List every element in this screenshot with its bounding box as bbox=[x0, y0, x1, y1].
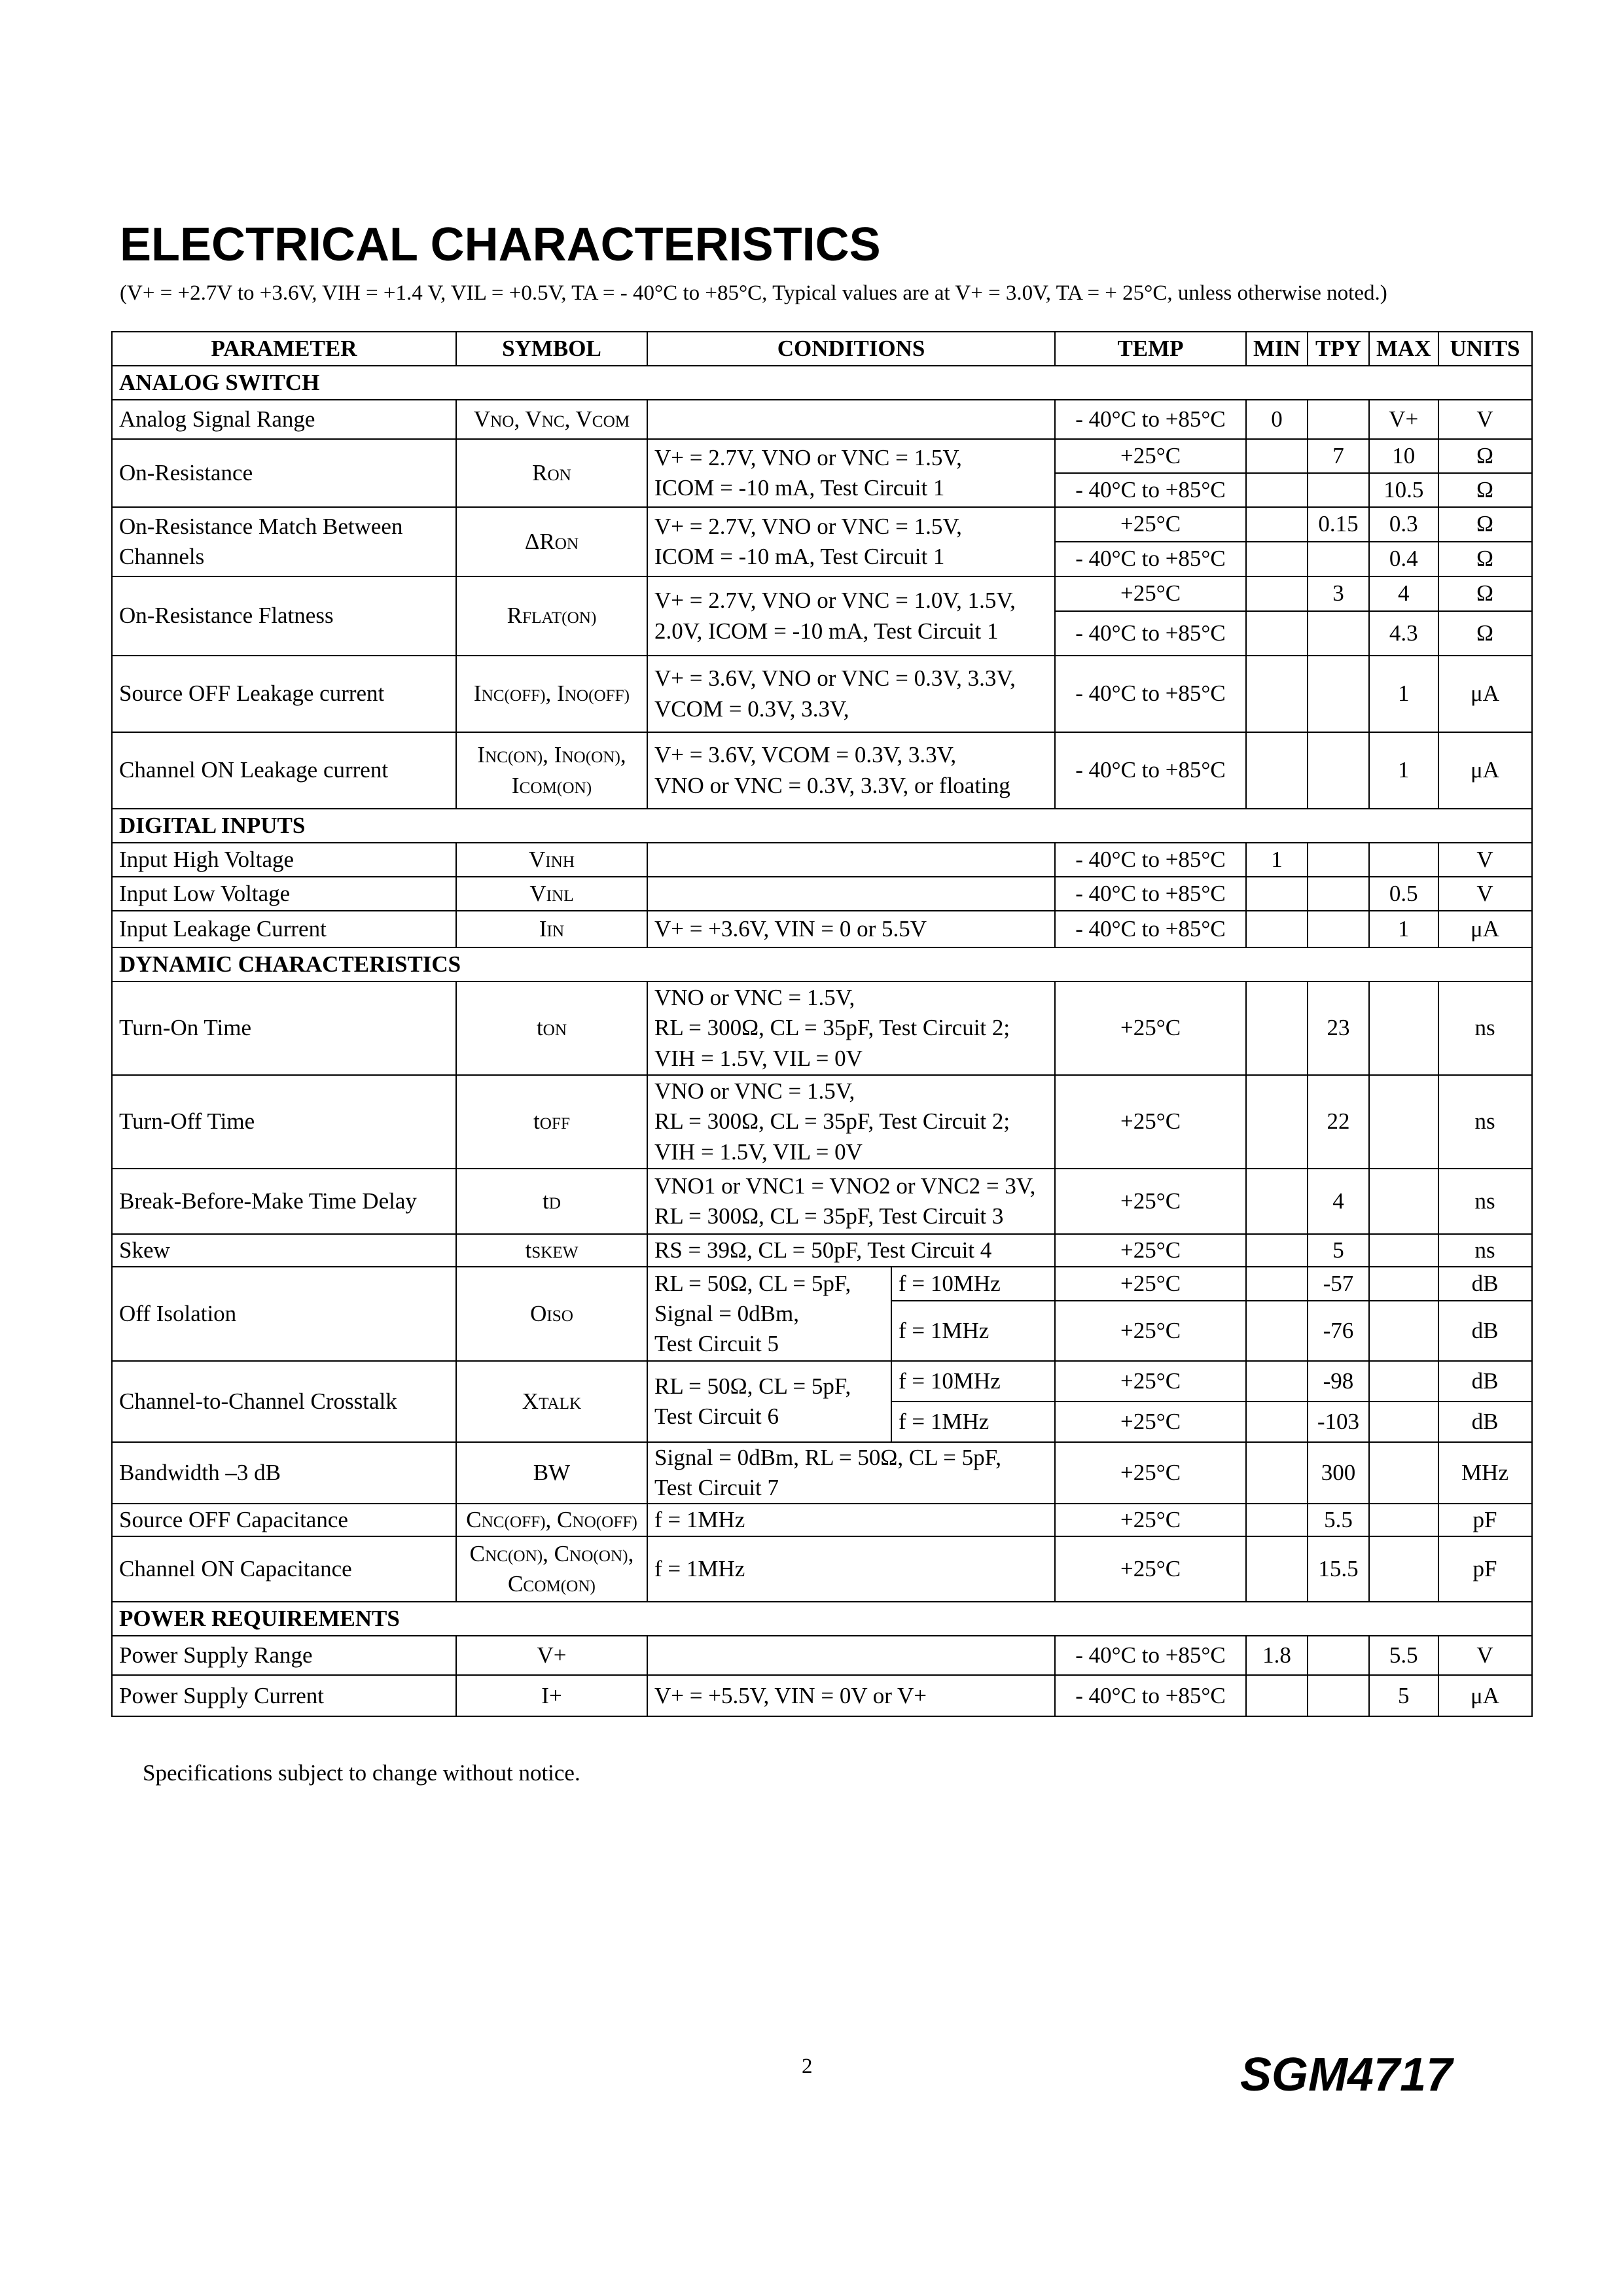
symbol-cell: ΔRON bbox=[456, 507, 647, 576]
table-row bbox=[112, 732, 1532, 809]
units-cell: MHz bbox=[1438, 1442, 1532, 1504]
symbol-cell: V+ bbox=[456, 1636, 647, 1675]
min-cell bbox=[1246, 1442, 1308, 1504]
table-row bbox=[112, 1075, 1532, 1169]
units-cell: dB bbox=[1438, 1361, 1532, 1402]
section-dynamic: DYNAMIC CHARACTERISTICS bbox=[112, 947, 1532, 981]
table-row bbox=[112, 439, 1532, 473]
param-cell: Channel ON Leakage current bbox=[112, 732, 456, 809]
symbol-cell: tSKEW bbox=[456, 1234, 647, 1267]
max-cell bbox=[1369, 1402, 1438, 1442]
typ-cell: 15.5 bbox=[1308, 1536, 1369, 1602]
max-cell bbox=[1369, 1234, 1438, 1267]
temp-cell: +25°C bbox=[1055, 1075, 1246, 1169]
conditions-cell bbox=[647, 843, 1055, 877]
min-cell bbox=[1246, 656, 1308, 732]
table-row bbox=[112, 1442, 1532, 1504]
param-cell: Off Isolation bbox=[112, 1267, 456, 1361]
symbol-cell: VNO, VNC, VCOM bbox=[456, 400, 647, 439]
temp-cell: +25°C bbox=[1055, 981, 1246, 1075]
conditions-cell: VNO or VNC = 1.5V, RL = 300Ω, CL = 35pF, Test Circuit 2; VIH = 1.5V, VIL = 0V bbox=[647, 1075, 1055, 1169]
table-row bbox=[112, 1536, 1532, 1602]
temp-cell: - 40°C to +85°C bbox=[1055, 542, 1246, 576]
section-power: POWER REQUIREMENTS bbox=[112, 1602, 1532, 1636]
min-cell bbox=[1246, 576, 1308, 611]
max-cell: 4.3 bbox=[1369, 611, 1438, 656]
units-cell: ns bbox=[1438, 1234, 1532, 1267]
min-cell bbox=[1246, 981, 1308, 1075]
symbol-cell: I+ bbox=[456, 1675, 647, 1716]
table-row bbox=[112, 656, 1532, 732]
table-row bbox=[112, 1361, 1532, 1402]
units-cell: Ω bbox=[1438, 507, 1532, 542]
temp-cell: +25°C bbox=[1055, 576, 1246, 611]
symbol-cell: tOFF bbox=[456, 1075, 647, 1169]
section-digital-inputs: DIGITAL INPUTS bbox=[112, 809, 1532, 843]
temp-cell: +25°C bbox=[1055, 507, 1246, 542]
conditions-cell: V+ = 3.6V, VCOM = 0.3V, 3.3V, VNO or VNC = 0.3V, 3.3V, or floating bbox=[647, 732, 1055, 809]
section-analog-switch: ANALOG SWITCH bbox=[112, 366, 1532, 400]
temp-cell: - 40°C to +85°C bbox=[1055, 732, 1246, 809]
max-cell: 0.3 bbox=[1369, 507, 1438, 542]
conditions-cell: RL = 50Ω, CL = 5pF, Signal = 0dBm, Test Circuit 5 bbox=[647, 1267, 891, 1361]
param-cell: Input Leakage Current bbox=[112, 911, 456, 947]
typ-cell bbox=[1308, 473, 1369, 507]
min-cell bbox=[1246, 542, 1308, 576]
conditions-cell: RS = 39Ω, CL = 50pF, Test Circuit 4 bbox=[647, 1234, 1055, 1267]
units-cell: V bbox=[1438, 843, 1532, 877]
typ-cell: 300 bbox=[1308, 1442, 1369, 1504]
min-cell: 0 bbox=[1246, 400, 1308, 439]
temp-cell: - 40°C to +85°C bbox=[1055, 843, 1246, 877]
units-cell: dB bbox=[1438, 1301, 1532, 1361]
table-row bbox=[112, 400, 1532, 439]
temp-cell: - 40°C to +85°C bbox=[1055, 1636, 1246, 1675]
test-conditions-note: (V+ = +2.7V to +3.6V, VIH = +1.4 V, VIL = +0.5V, TA = - 40°C to +85°C, Typical values are at V+ = 3.0V, TA = + 25°C, unless otherwise noted.) bbox=[120, 281, 1387, 305]
col-header-symbol: SYMBOL bbox=[456, 332, 647, 366]
min-cell bbox=[1246, 1675, 1308, 1716]
typ-cell: 22 bbox=[1308, 1075, 1369, 1169]
conditions-cell: Signal = 0dBm, RL = 50Ω, CL = 5pF, Test Circuit 7 bbox=[647, 1442, 1055, 1504]
conditions-cell: V+ = 2.7V, VNO or VNC = 1.5V, ICOM = -10 mA, Test Circuit 1 bbox=[647, 439, 1055, 507]
param-cell: Turn-On Time bbox=[112, 981, 456, 1075]
conditions-cell: V+ = 2.7V, VNO or VNC = 1.5V, ICOM = -10 mA, Test Circuit 1 bbox=[647, 507, 1055, 576]
temp-cell: +25°C bbox=[1055, 1301, 1246, 1361]
max-cell bbox=[1369, 1301, 1438, 1361]
temp-cell: - 40°C to +85°C bbox=[1055, 473, 1246, 507]
units-cell: μA bbox=[1438, 732, 1532, 809]
table-row bbox=[112, 1234, 1532, 1267]
min-cell bbox=[1246, 1504, 1308, 1536]
units-cell: ns bbox=[1438, 1169, 1532, 1234]
typ-cell: -57 bbox=[1308, 1267, 1369, 1301]
frequency-cell: f = 1MHz bbox=[891, 1301, 1055, 1361]
symbol-cell: VINH bbox=[456, 843, 647, 877]
symbol-cell: RFLAT(ON) bbox=[456, 576, 647, 656]
table-row bbox=[112, 981, 1532, 1075]
symbol-cell: BW bbox=[456, 1442, 647, 1504]
table-row bbox=[112, 576, 1532, 611]
table-row bbox=[112, 1169, 1532, 1234]
conditions-cell: V+ = +5.5V, VIN = 0V or V+ bbox=[647, 1675, 1055, 1716]
min-cell bbox=[1246, 1301, 1308, 1361]
max-cell: 1 bbox=[1369, 732, 1438, 809]
typ-cell bbox=[1308, 1636, 1369, 1675]
typ-cell: 0.15 bbox=[1308, 507, 1369, 542]
units-cell: Ω bbox=[1438, 611, 1532, 656]
typ-cell bbox=[1308, 656, 1369, 732]
param-cell: On-Resistance Flatness bbox=[112, 576, 456, 656]
max-cell: 0.4 bbox=[1369, 542, 1438, 576]
units-cell: V bbox=[1438, 877, 1532, 911]
min-cell bbox=[1246, 911, 1308, 947]
temp-cell: +25°C bbox=[1055, 1504, 1246, 1536]
max-cell bbox=[1369, 843, 1438, 877]
header-row bbox=[112, 332, 1532, 366]
param-cell: Channel ON Capacitance bbox=[112, 1536, 456, 1602]
typ-cell bbox=[1308, 611, 1369, 656]
symbol-cell: INC(OFF), INO(OFF) bbox=[456, 656, 647, 732]
units-cell: μA bbox=[1438, 1675, 1532, 1716]
temp-cell: - 40°C to +85°C bbox=[1055, 611, 1246, 656]
typ-cell bbox=[1308, 911, 1369, 947]
max-cell bbox=[1369, 981, 1438, 1075]
min-cell bbox=[1246, 732, 1308, 809]
param-cell: Power Supply Range bbox=[112, 1636, 456, 1675]
units-cell: pF bbox=[1438, 1504, 1532, 1536]
param-cell: Bandwidth –3 dB bbox=[112, 1442, 456, 1504]
col-header-units: UNITS bbox=[1438, 332, 1532, 366]
symbol-cell: tON bbox=[456, 981, 647, 1075]
max-cell bbox=[1369, 1075, 1438, 1169]
temp-cell: +25°C bbox=[1055, 1402, 1246, 1442]
page-number: 2 bbox=[802, 2055, 813, 2078]
conditions-cell: VNO1 or VNC1 = VNO2 or VNC2 = 3V, RL = 300Ω, CL = 35pF, Test Circuit 3 bbox=[647, 1169, 1055, 1234]
param-cell: Analog Signal Range bbox=[112, 400, 456, 439]
units-cell: μA bbox=[1438, 911, 1532, 947]
max-cell: 4 bbox=[1369, 576, 1438, 611]
conditions-cell: VNO or VNC = 1.5V, RL = 300Ω, CL = 35pF, Test Circuit 2; VIH = 1.5V, VIL = 0V bbox=[647, 981, 1055, 1075]
col-header-min: MIN bbox=[1246, 332, 1308, 366]
max-cell bbox=[1369, 1361, 1438, 1402]
temp-cell: +25°C bbox=[1055, 1267, 1246, 1301]
conditions-cell: V+ = 3.6V, VNO or VNC = 0.3V, 3.3V, VCOM = 0.3V, 3.3V, bbox=[647, 656, 1055, 732]
typ-cell: -103 bbox=[1308, 1402, 1369, 1442]
min-cell bbox=[1246, 1536, 1308, 1602]
conditions-cell: RL = 50Ω, CL = 5pF, Test Circuit 6 bbox=[647, 1361, 891, 1442]
min-cell bbox=[1246, 473, 1308, 507]
typ-cell: -98 bbox=[1308, 1361, 1369, 1402]
max-cell bbox=[1369, 1267, 1438, 1301]
max-cell: 10.5 bbox=[1369, 473, 1438, 507]
min-cell bbox=[1246, 507, 1308, 542]
max-cell bbox=[1369, 1169, 1438, 1234]
table-row bbox=[112, 1675, 1532, 1716]
conditions-cell bbox=[647, 1636, 1055, 1675]
param-cell: On-Resistance Match Between Channels bbox=[112, 507, 456, 576]
section-row bbox=[112, 366, 1532, 400]
conditions-cell: V+ = +3.6V, VIN = 0 or 5.5V bbox=[647, 911, 1055, 947]
temp-cell: - 40°C to +85°C bbox=[1055, 656, 1246, 732]
param-cell: Input High Voltage bbox=[112, 843, 456, 877]
typ-cell: 5 bbox=[1308, 1234, 1369, 1267]
temp-cell: - 40°C to +85°C bbox=[1055, 877, 1246, 911]
units-cell: Ω bbox=[1438, 576, 1532, 611]
min-cell bbox=[1246, 1267, 1308, 1301]
max-cell: 10 bbox=[1369, 439, 1438, 473]
max-cell bbox=[1369, 1442, 1438, 1504]
typ-cell: 23 bbox=[1308, 981, 1369, 1075]
min-cell bbox=[1246, 1402, 1308, 1442]
symbol-cell: tD bbox=[456, 1169, 647, 1234]
table-row bbox=[112, 1636, 1532, 1675]
conditions-cell: V+ = 2.7V, VNO or VNC = 1.0V, 1.5V, 2.0V, ICOM = -10 mA, Test Circuit 1 bbox=[647, 576, 1055, 656]
frequency-cell: f = 10MHz bbox=[891, 1267, 1055, 1301]
temp-cell: +25°C bbox=[1055, 1234, 1246, 1267]
min-cell bbox=[1246, 1361, 1308, 1402]
min-cell bbox=[1246, 1169, 1308, 1234]
param-cell: Skew bbox=[112, 1234, 456, 1267]
temp-cell: - 40°C to +85°C bbox=[1055, 400, 1246, 439]
conditions-cell bbox=[647, 400, 1055, 439]
typ-cell bbox=[1308, 843, 1369, 877]
table-row bbox=[112, 843, 1532, 877]
min-cell bbox=[1246, 1234, 1308, 1267]
units-cell: μA bbox=[1438, 656, 1532, 732]
symbol-cell: INC(ON), INO(ON), ICOM(ON) bbox=[456, 732, 647, 809]
units-cell: ns bbox=[1438, 1075, 1532, 1169]
min-cell bbox=[1246, 1075, 1308, 1169]
units-cell: ns bbox=[1438, 981, 1532, 1075]
typ-cell: 3 bbox=[1308, 576, 1369, 611]
table-row bbox=[112, 1504, 1532, 1536]
conditions-cell: f = 1MHz bbox=[647, 1504, 1055, 1536]
part-number: SGM4717 bbox=[1240, 2049, 1453, 2101]
units-cell: pF bbox=[1438, 1536, 1532, 1602]
units-cell: V bbox=[1438, 400, 1532, 439]
param-cell: Power Supply Current bbox=[112, 1675, 456, 1716]
frequency-cell: f = 10MHz bbox=[891, 1361, 1055, 1402]
temp-cell: - 40°C to +85°C bbox=[1055, 911, 1246, 947]
temp-cell: +25°C bbox=[1055, 1361, 1246, 1402]
symbol-cell: XTALK bbox=[456, 1361, 647, 1442]
symbol-cell: CNC(OFF), CNO(OFF) bbox=[456, 1504, 647, 1536]
col-header-conditions: CONDITIONS bbox=[647, 332, 1055, 366]
min-cell bbox=[1246, 877, 1308, 911]
typ-cell bbox=[1308, 400, 1369, 439]
footnote: Specifications subject to change without notice. bbox=[143, 1760, 580, 1786]
max-cell: V+ bbox=[1369, 400, 1438, 439]
section-row bbox=[112, 809, 1532, 843]
typ-cell bbox=[1308, 542, 1369, 576]
units-cell: Ω bbox=[1438, 542, 1532, 576]
temp-cell: +25°C bbox=[1055, 1169, 1246, 1234]
table-row bbox=[112, 507, 1532, 542]
section-row bbox=[112, 947, 1532, 981]
units-cell: Ω bbox=[1438, 439, 1532, 473]
typ-cell bbox=[1308, 1675, 1369, 1716]
col-header-typ: TPY bbox=[1308, 332, 1369, 366]
min-cell bbox=[1246, 439, 1308, 473]
typ-cell: 5.5 bbox=[1308, 1504, 1369, 1536]
frequency-cell: f = 1MHz bbox=[891, 1402, 1055, 1442]
symbol-cell: OISO bbox=[456, 1267, 647, 1361]
col-header-parameter: PARAMETER bbox=[112, 332, 456, 366]
param-cell: Turn-Off Time bbox=[112, 1075, 456, 1169]
max-cell: 1 bbox=[1369, 911, 1438, 947]
typ-cell: 7 bbox=[1308, 439, 1369, 473]
temp-cell: +25°C bbox=[1055, 439, 1246, 473]
symbol-cell: RON bbox=[456, 439, 647, 507]
max-cell bbox=[1369, 1504, 1438, 1536]
param-cell: Channel-to-Channel Crosstalk bbox=[112, 1361, 456, 1442]
units-cell: Ω bbox=[1438, 473, 1532, 507]
param-cell: On-Resistance bbox=[112, 439, 456, 507]
table-row bbox=[112, 911, 1532, 947]
typ-cell: -76 bbox=[1308, 1301, 1369, 1361]
col-header-max: MAX bbox=[1369, 332, 1438, 366]
conditions-cell: f = 1MHz bbox=[647, 1536, 1055, 1602]
typ-cell: 4 bbox=[1308, 1169, 1369, 1234]
param-cell: Break-Before-Make Time Delay bbox=[112, 1169, 456, 1234]
conditions-cell bbox=[647, 877, 1055, 911]
symbol-cell: CNC(ON), CNO(ON), CCOM(ON) bbox=[456, 1536, 647, 1602]
max-cell: 5 bbox=[1369, 1675, 1438, 1716]
units-cell: dB bbox=[1438, 1267, 1532, 1301]
table-row bbox=[112, 877, 1532, 911]
min-cell bbox=[1246, 611, 1308, 656]
param-cell: Source OFF Capacitance bbox=[112, 1504, 456, 1536]
page-title: ELECTRICAL CHARACTERISTICS bbox=[120, 219, 881, 271]
table-row bbox=[112, 1267, 1532, 1301]
units-cell: V bbox=[1438, 1636, 1532, 1675]
typ-cell bbox=[1308, 732, 1369, 809]
max-cell: 1 bbox=[1369, 656, 1438, 732]
electrical-characteristics-table bbox=[111, 331, 1533, 1717]
temp-cell: - 40°C to +85°C bbox=[1055, 1675, 1246, 1716]
max-cell bbox=[1369, 1536, 1438, 1602]
temp-cell: +25°C bbox=[1055, 1442, 1246, 1504]
typ-cell bbox=[1308, 877, 1369, 911]
units-cell: dB bbox=[1438, 1402, 1532, 1442]
symbol-cell: IIN bbox=[456, 911, 647, 947]
param-cell: Input Low Voltage bbox=[112, 877, 456, 911]
section-row bbox=[112, 1602, 1532, 1636]
symbol-cell: VINL bbox=[456, 877, 647, 911]
col-header-temp: TEMP bbox=[1055, 332, 1246, 366]
temp-cell: +25°C bbox=[1055, 1536, 1246, 1602]
min-cell: 1 bbox=[1246, 843, 1308, 877]
max-cell: 5.5 bbox=[1369, 1636, 1438, 1675]
param-cell: Source OFF Leakage current bbox=[112, 656, 456, 732]
min-cell: 1.8 bbox=[1246, 1636, 1308, 1675]
max-cell: 0.5 bbox=[1369, 877, 1438, 911]
